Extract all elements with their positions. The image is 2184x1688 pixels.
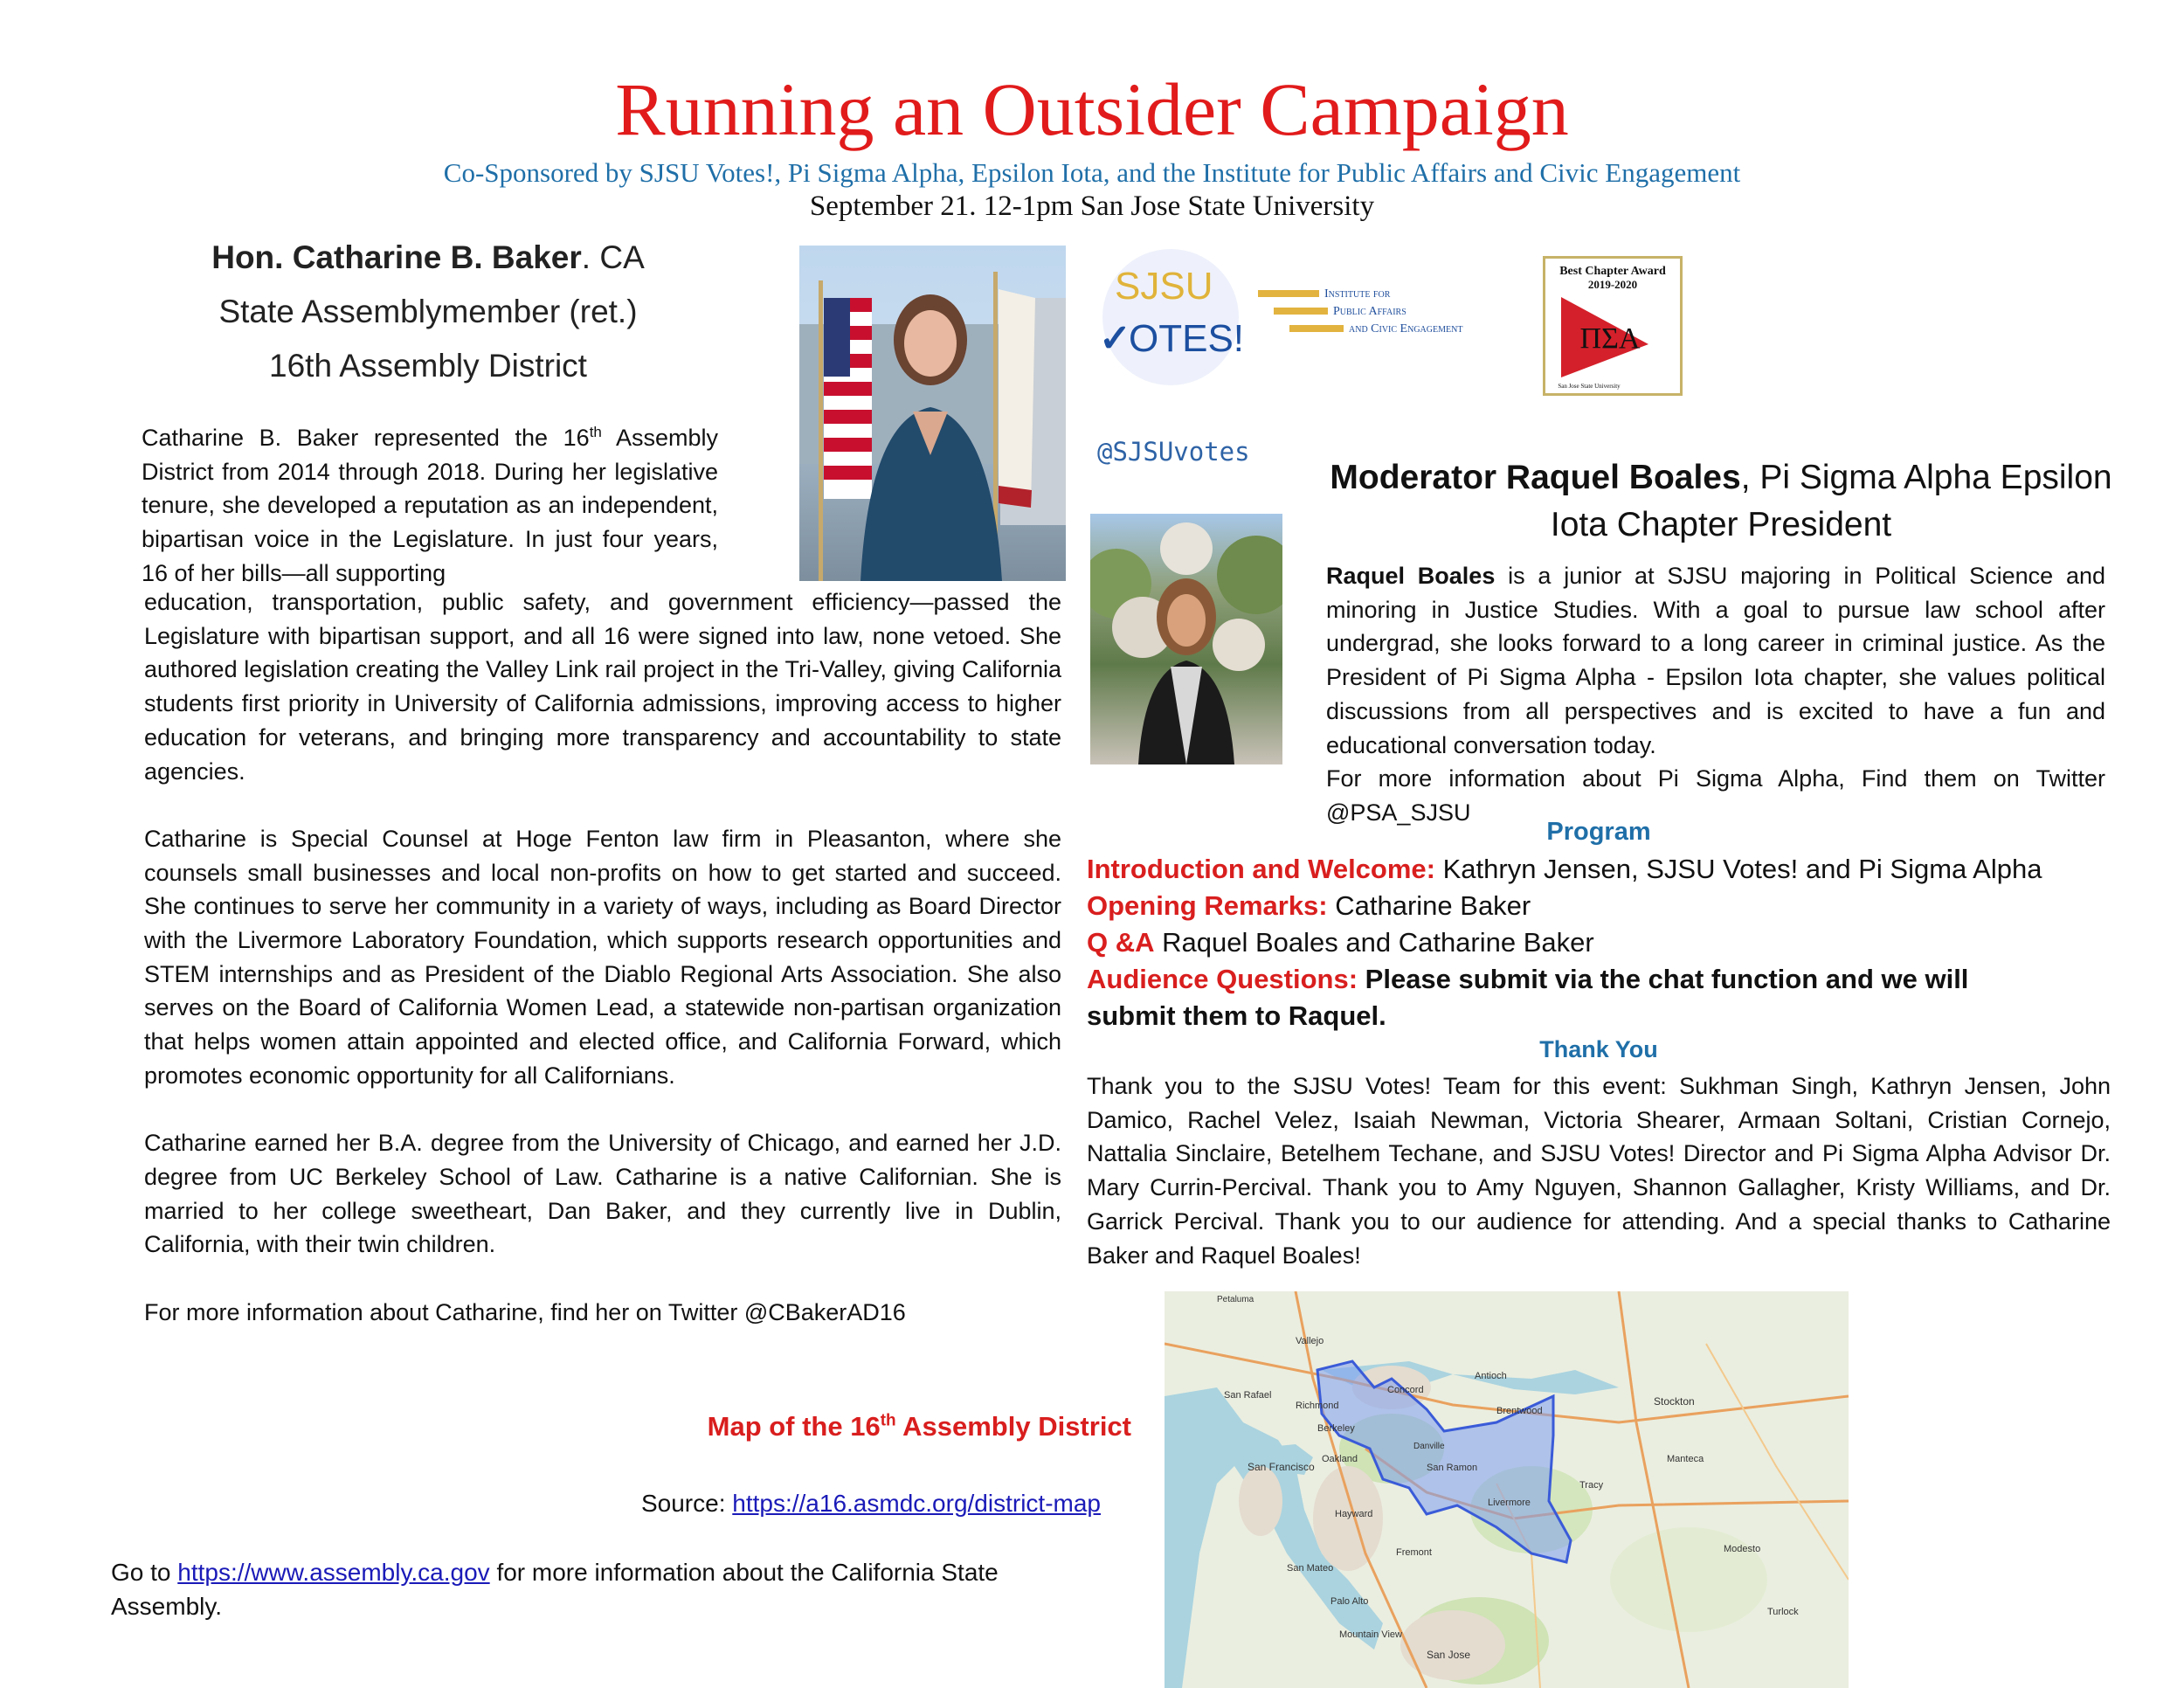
svg-text:San Ramon: San Ramon bbox=[1427, 1463, 1478, 1473]
svg-text:Stockton: Stockton bbox=[1654, 1395, 1695, 1408]
svg-text:Livermore: Livermore bbox=[1488, 1498, 1531, 1508]
program-item-intro: Introduction and Welcome: Kathryn Jensen, SJSU Votes! and Pi Sigma Alpha bbox=[1087, 854, 2042, 884]
speaker-twitter-note: For more information about Catharine, find her on Twitter @CBakerAD16 bbox=[144, 1298, 906, 1325]
moderator-more-info: For more information about Pi Sigma Alpha, Find them on Twitter @PSA_SJSU bbox=[1326, 765, 2105, 826]
svg-text:San Mateo: San Mateo bbox=[1287, 1563, 1334, 1574]
speaker-title-line: State Assemblymember (ret.) bbox=[218, 294, 638, 329]
moderator-bio bbox=[1326, 559, 2105, 830]
district-map-link[interactable]: https://a16.asmdc.org/district-map bbox=[732, 1490, 1101, 1517]
pi-sigma-alpha-award-badge bbox=[1543, 256, 1683, 396]
svg-text:Hayward: Hayward bbox=[1335, 1509, 1373, 1519]
assembly-info-line: Go to https://www.assembly.ca.gov for more information about the California State Assembly. bbox=[111, 1559, 999, 1620]
page-title: Running an Outsider Campaign bbox=[615, 67, 1569, 151]
svg-text:Fremont: Fremont bbox=[1396, 1547, 1432, 1558]
district-map bbox=[1165, 1291, 1849, 1688]
ipace-line-1: Institute for bbox=[1324, 287, 1391, 301]
program-item-qa: Q &A Raquel Boales and Catharine Baker bbox=[1087, 927, 1594, 958]
ipace-line-2: Public Affairs bbox=[1333, 305, 1406, 318]
votes-wordmark: OTES! bbox=[1129, 317, 1245, 360]
svg-text:Danville: Danville bbox=[1413, 1442, 1445, 1451]
svg-text:Palo Alto: Palo Alto bbox=[1330, 1596, 1369, 1607]
thank-you-text: Thank you to the SJSU Votes! Team for this event: Sukhman Singh, Kathryn Jensen, John Damico, Rachel Velez, Isaiah Newman, Victoria Shearer, Armaan Soltani, Cristian Cornejo, Nattalia Sinclaire, Betelhem Techane, and SJSU Votes! Director and Pi Sigma Alpha Advisor Dr. Mary Currin-Percival. Thank you to Amy Nguyen, Shannon Gallagher, Kristy Williams, and Dr. Garrick Percival. Thank you to our audience for attending. And a special thanks to Catharine Baker and Raquel Boales! bbox=[1087, 1073, 2111, 1269]
greek-letters: ΠΣΑ bbox=[1579, 322, 1641, 355]
program-heading: Program bbox=[1546, 818, 1651, 846]
svg-text:Tracy: Tracy bbox=[1579, 1480, 1604, 1491]
svg-text:Petaluma: Petaluma bbox=[1217, 1295, 1254, 1304]
svg-text:Oakland: Oakland bbox=[1322, 1454, 1358, 1464]
speaker-bio-paragraph-1: education, transportation, public safety, and government efficiency—passed the Legislature with bipartisan support, and all 16 were signed into law, none vetoed. She authored legislation creating the Valley Link rail project in the Tri-Valley, giving California students first priority in University of California admissions, improving access to higher education for veterans, and bringing more transparency and accountability to state agencies. bbox=[144, 589, 1061, 785]
svg-text:Modesto: Modesto bbox=[1724, 1544, 1761, 1554]
award-title: Best Chapter Award bbox=[1559, 265, 1666, 278]
svg-text:San Francisco: San Francisco bbox=[1248, 1461, 1315, 1473]
svg-text:Brentwood: Brentwood bbox=[1496, 1406, 1543, 1416]
svg-text:Berkeley: Berkeley bbox=[1317, 1423, 1355, 1434]
speaker-photo bbox=[799, 246, 1066, 581]
speaker-bio bbox=[144, 585, 1061, 1363]
map-heading: Map of the 16th Assembly District bbox=[707, 1411, 1131, 1442]
ipace-logo bbox=[1258, 281, 1520, 342]
svg-text:Concord: Concord bbox=[1387, 1385, 1424, 1395]
svg-text:Manteca: Manteca bbox=[1667, 1454, 1704, 1464]
moderator-name: Moderator Raquel Boales bbox=[1330, 459, 1741, 496]
svg-text:Mountain View: Mountain View bbox=[1339, 1629, 1402, 1640]
speaker-name-suffix: . CA bbox=[581, 239, 645, 275]
program-item-opening: Opening Remarks: Catharine Baker bbox=[1087, 890, 1531, 921]
assembly-website-link[interactable]: https://www.assembly.ca.gov bbox=[177, 1559, 490, 1586]
event-date-line: September 21. 12-1pm San Jose State University bbox=[809, 190, 1375, 222]
moderator-photo bbox=[1090, 514, 1282, 764]
moderator-heading bbox=[1319, 454, 2123, 549]
program-item-questions: Audience Questions: Please submit via the chat function and we will submit them to Raquel. bbox=[1087, 964, 1969, 1031]
check-icon: ✓ bbox=[1099, 317, 1131, 360]
moderator-bio-name: Raquel Boales bbox=[1326, 563, 1496, 589]
thank-you-heading: Thank You bbox=[1539, 1036, 1658, 1062]
sjsu-wordmark: SJSU bbox=[1115, 265, 1213, 308]
map-source-line: Source: https://a16.asmdc.org/district-map bbox=[640, 1490, 1101, 1517]
speaker-name-line bbox=[140, 241, 716, 273]
moderator-title: , Pi Sigma Alpha Epsilon Iota Chapter President bbox=[1550, 459, 2112, 543]
svg-text:Antioch: Antioch bbox=[1475, 1371, 1507, 1381]
speaker-bio-paragraph-2: Catharine is Special Counsel at Hoge Fenton law firm in Pleasanton, where she counsels small businesses and local non-profits on how to get started and succeed. She continues to serve her community in a variety of ways, including as Board Director with the Livermore Laboratory Foundation, which supports research opportunities and STEM internships and as President of the Diablo Regional Arts Association. She also serves on the Board of California Women Lead, a statewide non-partisan organization that helps women attain appointed and elected office, and California Forward, which promotes economic opportunity for all Californians. bbox=[144, 825, 1061, 1089]
cosponsor-line: Co-Sponsored by SJSU Votes!, Pi Sigma Alpha, Epsilon Iota, and the Institute for Public Affairs and Civic Engagement bbox=[443, 157, 1741, 188]
speaker-bio-intro: Catharine B. Baker represented the 16th Assembly District from 2014 through 2018. During her legislative tenure, she developed a reputation as an independent, bipartisan voice in the Legislature. In just four years, 16 of her bills—all supporting bbox=[142, 424, 718, 586]
moderator-bio-text: is a junior at SJSU majoring in Political Science and minoring in Justice Studies. With a goal to pursue law school after undergrad, she looks forward to a long career in criminal justice. As the President of Pi Sigma Alpha - Epsilon Iota chapter, she values political discussions from all perspectives and is excited to have a fun and educational conversation today. bbox=[1326, 563, 2105, 758]
svg-text:Vallejo: Vallejo bbox=[1296, 1336, 1324, 1346]
svg-text:Turlock: Turlock bbox=[1767, 1607, 1799, 1617]
sjsu-votes-logo bbox=[1094, 243, 1251, 391]
ipace-line-3: and Civic Engagement bbox=[1349, 322, 1463, 336]
award-years: 2019-2020 bbox=[1587, 278, 1638, 291]
award-school: San Jose State University bbox=[1558, 383, 1621, 390]
svg-text:San Rafael: San Rafael bbox=[1224, 1390, 1272, 1401]
svg-text:Richmond: Richmond bbox=[1296, 1401, 1339, 1411]
program-list bbox=[1087, 851, 2135, 1034]
speaker-bio-paragraph-3: Catharine earned her B.A. degree from the University of Chicago, and earned her J.D. degree from UC Berkeley School of Law. Catharine is a native Californian. She is married to her college sweetheart, Dan Baker, and they currently live in Dublin, California, with their twin children. bbox=[144, 1130, 1061, 1258]
speaker-name: Hon. Catharine B. Baker bbox=[211, 239, 582, 275]
svg-text:San Jose: San Jose bbox=[1427, 1649, 1471, 1661]
sjsu-votes-twitter-handle: @SJSUvotes bbox=[1097, 437, 1250, 467]
speaker-district-line: 16th Assembly District bbox=[269, 348, 587, 384]
